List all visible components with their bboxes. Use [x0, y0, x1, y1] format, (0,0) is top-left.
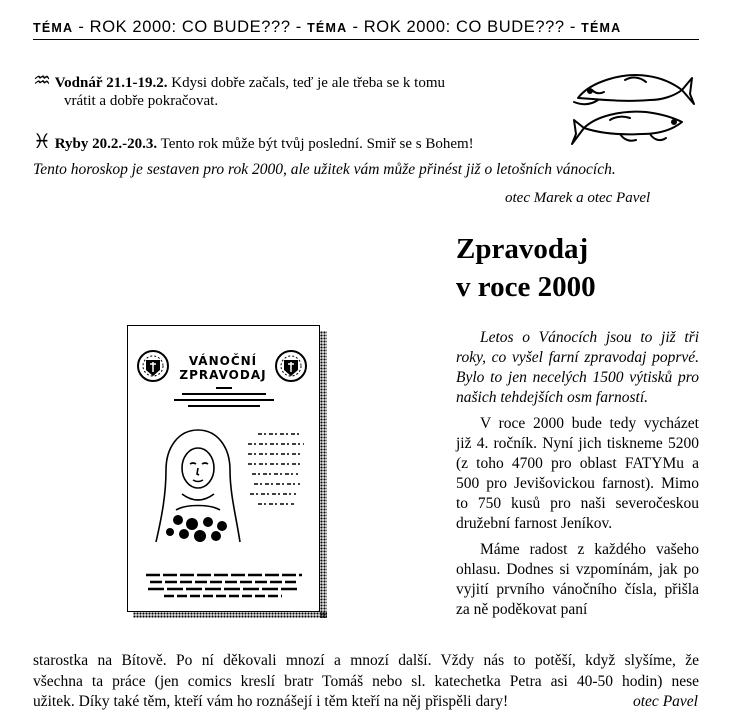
article-wide-line-3 — [33, 692, 699, 713]
horoscope-signature: otec Marek a otec Pavel — [505, 190, 651, 206]
cover-title-line2: ZPRAVODAJ — [179, 368, 267, 382]
newsletter-cover-image — [127, 325, 320, 612]
article-signature: otec Pavel — [633, 693, 698, 710]
pisces-name-dates: Ryby 20.2.-20.3. — [54, 136, 158, 152]
article-title-line1: Zpravodaj — [456, 233, 589, 265]
madonna-illustration-icon — [152, 424, 244, 546]
cover-shadow-right — [320, 331, 327, 618]
horoscope-note: Tento horoskop je sestaven pro rok 2000, ale užitek vám může přinést již o letošních vánocích. — [33, 161, 616, 178]
cover-shadow-bottom — [133, 612, 327, 618]
theme-header — [33, 18, 699, 37]
header-rule — [33, 39, 699, 40]
aquarius-text-1: Kdysi dobře začals, teď je ale třeba se k tomu — [171, 75, 445, 91]
pisces-icon: ♓ — [33, 129, 51, 153]
article-title-line2: v roce 2000 — [456, 271, 596, 303]
cover-subtitle-print — [168, 386, 280, 412]
aquarius-text-2: vrátit a dobře pokračovat. — [64, 93, 219, 109]
aquarius-icon: ♒ — [33, 68, 51, 92]
article-paragraph-1: Letos o Vánocích jsou to již tři roky, co vyšel farní zpravodaj poprvé. Bylo to jen necelých 1500 výtisků pro našich tehdejších osm farností. — [456, 329, 699, 406]
article-paragraph-3: Máme radost z každého vašeho ohlasu. Dodnes si vzpomínám, jak po vyjití prvního vánočního čísla, přišla za ně poděkovat paní — [456, 541, 699, 618]
article-paragraph-2: V roce 2000 bude tedy vycházet již 4. ročník. Nyní jich tiskneme 5200 (z toho 4700 pro oblast FATYMu a 500 pro Jevišovickou farnost). Mimo to 750 kusů pro naši severočeskou družební farnost Jeníkov. — [456, 415, 699, 532]
article-column — [456, 328, 699, 620]
theme-header-text — [33, 18, 621, 36]
aquarius-entry — [33, 68, 445, 92]
article-wide-text-3: užitek. Díky také těm, kteří vám ho roznášejí i těm kteří na něj přispěli dary! — [33, 693, 509, 710]
pisces-entry — [33, 129, 474, 153]
fish-icon — [570, 60, 695, 155]
theme-title: - ROK 2000: CO BUDE??? - — [73, 18, 308, 36]
theme-label: TÉMA — [581, 21, 622, 35]
pisces-text: Tento rok může být tvůj poslední. Smiř se s Bohem! — [160, 136, 474, 152]
aquarius-entry-cont — [64, 93, 218, 110]
cover-footer-print — [144, 572, 304, 602]
article-wide-line-2: všechna ta práce (jen comics kreslí bratr Tomáš nebo sl. katechetka Petra asi 40-50 hodin) nese — [33, 672, 699, 690]
parish-seal-left-icon — [136, 344, 170, 388]
cover-title-line1: VÁNOČNÍ — [188, 354, 258, 368]
parish-seal-right-icon — [274, 344, 308, 388]
article-wide-line-1: starostka na Bítově. Po ní děkovali mnozí a mnozí další. Vždy nás to potěší, když slyšíme, že — [33, 652, 699, 669]
cover-title — [173, 354, 273, 382]
theme-title: - ROK 2000: CO BUDE??? - — [347, 18, 582, 36]
article-continuation — [33, 651, 699, 713]
aquarius-name-dates: Vodnář 21.1-19.2. — [54, 75, 168, 91]
theme-label: TÉMA — [33, 21, 74, 35]
cover-handwriting — [244, 430, 310, 520]
article-title — [456, 230, 596, 306]
theme-label: TÉMA — [307, 21, 348, 35]
